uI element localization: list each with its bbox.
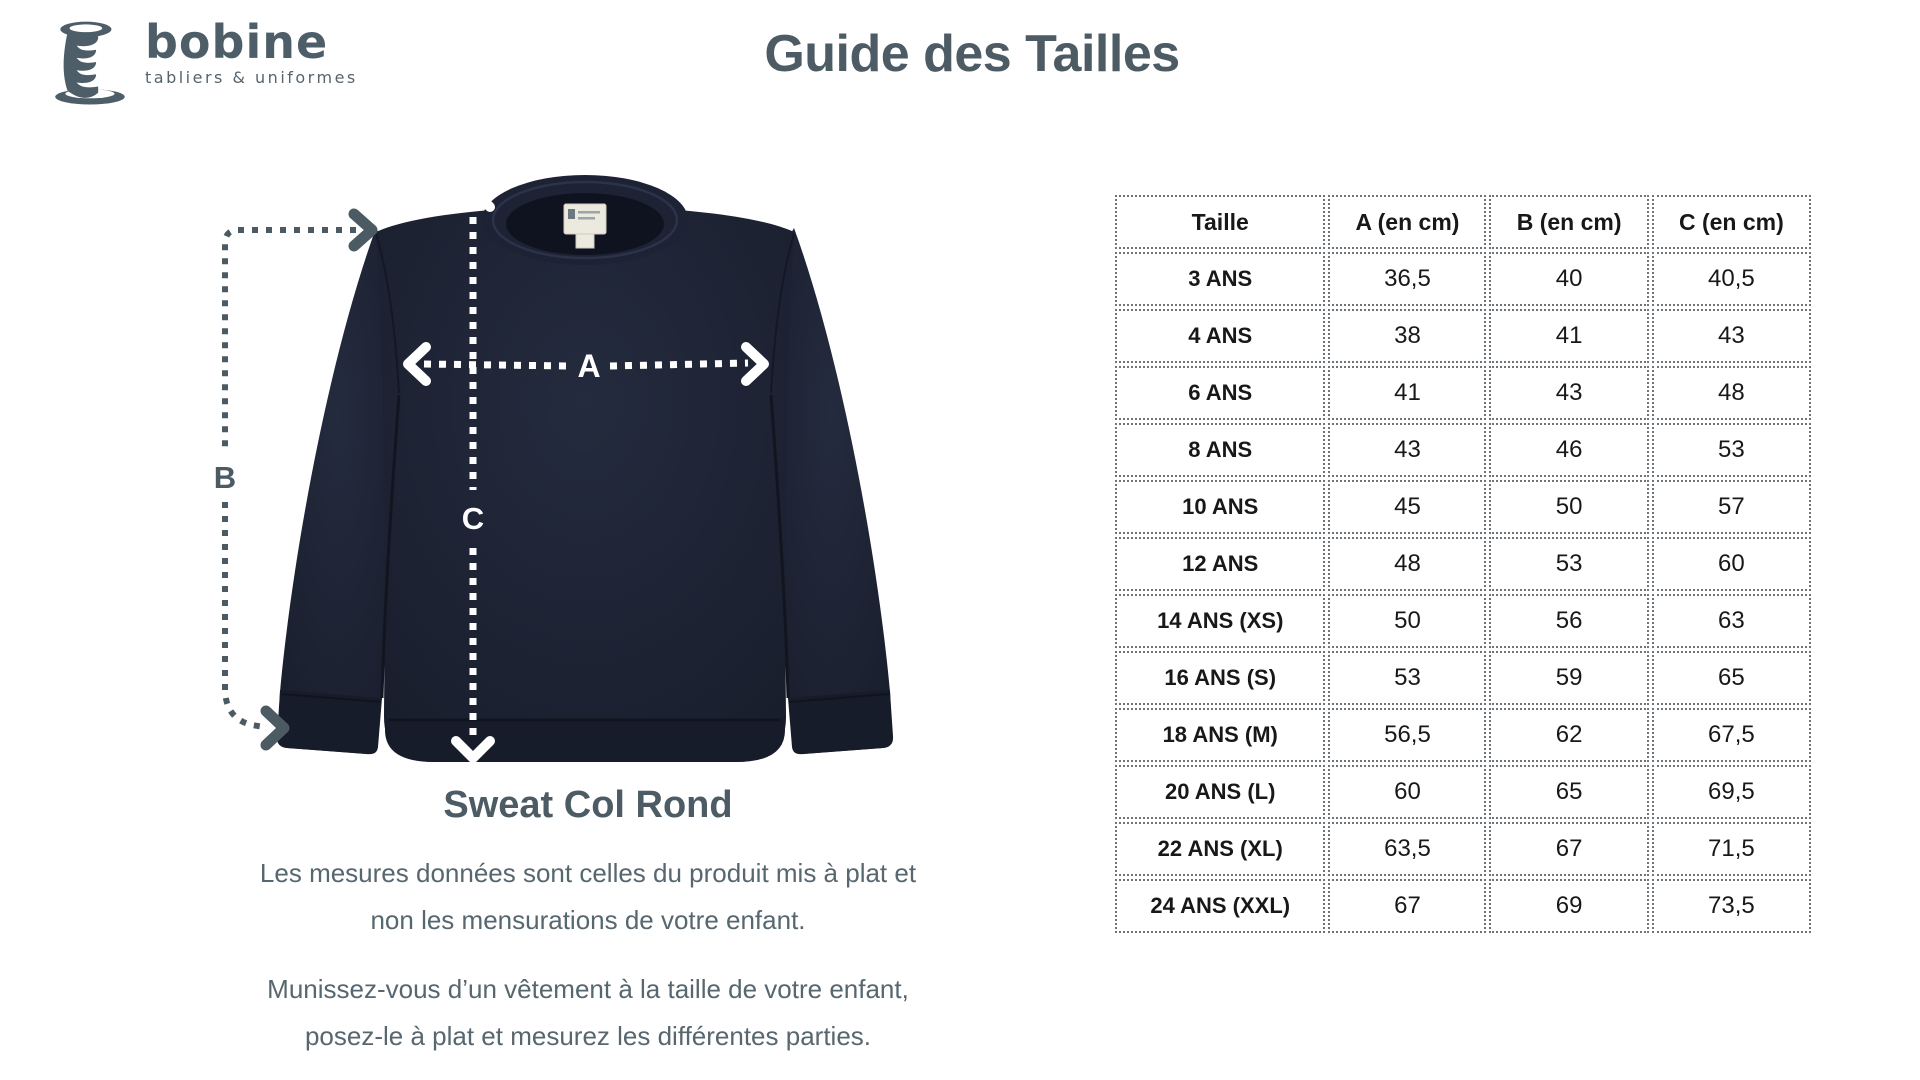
sweatshirt-body: [376, 207, 794, 763]
brand-name: bobine: [145, 15, 329, 69]
size-value-cell: 43: [1489, 366, 1648, 420]
garment-diagram: [180, 150, 900, 790]
table-row: [1115, 765, 1811, 819]
size-value-cell: 63: [1652, 594, 1811, 648]
table-row: [1115, 252, 1811, 306]
size-value-cell: 63,5: [1328, 822, 1486, 876]
size-label-cell: 6 ANS: [1115, 366, 1325, 420]
sweatshirt-hem: [385, 718, 785, 762]
size-value-cell: 60: [1328, 765, 1486, 819]
size-value-cell: 56,5: [1328, 708, 1486, 762]
size-value-cell: 40,5: [1652, 252, 1811, 306]
size-table-body: [1115, 252, 1811, 933]
table-header-row: [1115, 195, 1811, 249]
size-value-cell: 40: [1489, 252, 1648, 306]
size-label-cell: 14 ANS (XS): [1115, 594, 1325, 648]
measure-label-a: A: [577, 348, 601, 384]
arrow-right-icon: [354, 214, 372, 246]
page-title: Guide des Tailles: [764, 25, 1180, 83]
column-header-taille: Taille: [1115, 195, 1325, 249]
note-line: Munissez-vous d’un vêtement à la taille de votre enfant,: [267, 974, 909, 1004]
measure-label-b: B: [213, 460, 237, 495]
size-value-cell: 41: [1328, 366, 1486, 420]
table-row: [1115, 480, 1811, 534]
brand-tagline: tabliers & uniformes: [145, 68, 358, 87]
size-value-cell: 56: [1489, 594, 1648, 648]
size-value-cell: 43: [1328, 423, 1486, 477]
table-row: [1115, 423, 1811, 477]
measurement-note: [180, 850, 996, 944]
size-value-cell: 43: [1652, 309, 1811, 363]
size-value-cell: 38: [1328, 309, 1486, 363]
sweatshirt-illustration: [180, 150, 900, 790]
size-value-cell: 60: [1652, 537, 1811, 591]
size-table: [1112, 192, 1814, 936]
note-line: Les mesures données sont celles du produit mis à plat et: [259, 858, 917, 888]
size-label-cell: 10 ANS: [1115, 480, 1325, 534]
size-label-cell: 22 ANS (XL): [1115, 822, 1325, 876]
size-value-cell: 53: [1652, 423, 1811, 477]
size-value-cell: 62: [1489, 708, 1648, 762]
size-value-cell: 73,5: [1652, 879, 1811, 933]
column-header-b: B (en cm): [1489, 195, 1648, 249]
size-value-cell: 53: [1328, 651, 1486, 705]
table-row: [1115, 879, 1811, 933]
size-value-cell: 69,5: [1652, 765, 1811, 819]
column-header-a: A (en cm): [1328, 195, 1486, 249]
size-value-cell: 50: [1328, 594, 1486, 648]
size-label-cell: 4 ANS: [1115, 309, 1325, 363]
size-value-cell: 67: [1328, 879, 1486, 933]
size-label-cell: 3 ANS: [1115, 252, 1325, 306]
size-label-cell: 24 ANS (XXL): [1115, 879, 1325, 933]
size-value-cell: 59: [1489, 651, 1648, 705]
note-line: non les mensurations de votre enfant.: [370, 905, 806, 935]
measure-label-c: C: [461, 501, 485, 536]
size-value-cell: 46: [1489, 423, 1648, 477]
table-row: [1115, 822, 1811, 876]
table-row: [1115, 708, 1811, 762]
size-value-cell: 67,5: [1652, 708, 1811, 762]
thread-spool-icon: [45, 16, 137, 106]
size-value-cell: 69: [1489, 879, 1648, 933]
size-label-cell: 8 ANS: [1115, 423, 1325, 477]
size-label-cell: 18 ANS (M): [1115, 708, 1325, 762]
column-header-c: C (en cm): [1652, 195, 1811, 249]
size-value-cell: 65: [1652, 651, 1811, 705]
usage-note: [180, 966, 996, 1060]
brand-logo: [45, 16, 358, 106]
size-value-cell: 45: [1328, 480, 1486, 534]
table-row: [1115, 309, 1811, 363]
size-value-cell: 48: [1652, 366, 1811, 420]
note-line: posez-le à plat et mesurez les différentes parties.: [304, 1021, 872, 1051]
size-label-cell: 12 ANS: [1115, 537, 1325, 591]
table-row: [1115, 651, 1811, 705]
size-value-cell: 67: [1489, 822, 1648, 876]
size-value-cell: 36,5: [1328, 252, 1486, 306]
size-value-cell: 53: [1489, 537, 1648, 591]
table-row: [1115, 594, 1811, 648]
size-value-cell: 71,5: [1652, 822, 1811, 876]
size-label-cell: 16 ANS (S): [1115, 651, 1325, 705]
size-value-cell: 65: [1489, 765, 1648, 819]
size-value-cell: 41: [1489, 309, 1648, 363]
table-row: [1115, 366, 1811, 420]
size-label-cell: 20 ANS (L): [1115, 765, 1325, 819]
product-name: Sweat Col Rond: [443, 784, 733, 826]
size-value-cell: 48: [1328, 537, 1486, 591]
size-value-cell: 57: [1652, 480, 1811, 534]
table-row: [1115, 537, 1811, 591]
size-value-cell: 50: [1489, 480, 1648, 534]
